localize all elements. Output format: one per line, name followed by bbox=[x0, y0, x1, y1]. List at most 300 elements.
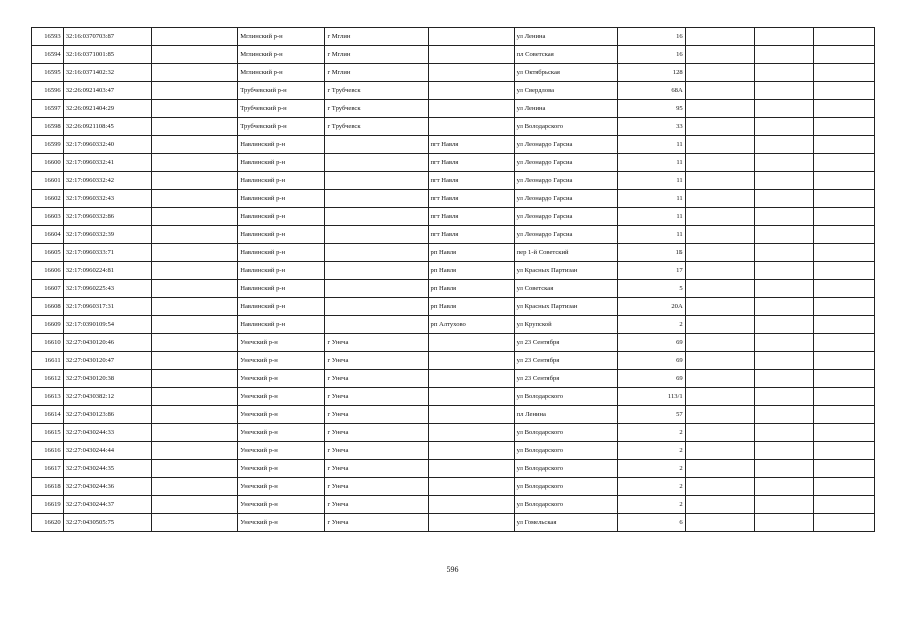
table-row bbox=[32, 226, 875, 244]
cell-empty bbox=[813, 244, 874, 262]
cell-empty bbox=[685, 442, 754, 460]
cell-empty bbox=[754, 460, 813, 478]
cell-street: ул Леонардо Гарсиа bbox=[514, 172, 617, 190]
table-row bbox=[32, 46, 875, 64]
cell-street: пер 1-й Советский bbox=[514, 244, 617, 262]
cell-row-number: 16610 bbox=[32, 334, 64, 352]
cell-empty bbox=[152, 154, 238, 172]
cell-cadastral-number: 32:27:0430120:38 bbox=[63, 370, 151, 388]
cell-cadastral-number: 32:27:0430120:46 bbox=[63, 334, 151, 352]
cell-cadastral-number: 32:26:0921404:29 bbox=[63, 100, 151, 118]
cell-empty bbox=[754, 190, 813, 208]
cell-house: 11 bbox=[617, 190, 685, 208]
cell-empty bbox=[813, 118, 874, 136]
cell-cadastral-number: 32:17:0390109:54 bbox=[63, 316, 151, 334]
cell-cadastral-number: 32:27:0430244:44 bbox=[63, 442, 151, 460]
cell-row-number: 16598 bbox=[32, 118, 64, 136]
cell-empty bbox=[152, 28, 238, 46]
cell-empty bbox=[813, 514, 874, 532]
cell-settlement: пгт Навля bbox=[428, 154, 514, 172]
cell-empty bbox=[754, 208, 813, 226]
cell-empty bbox=[754, 64, 813, 82]
cell-row-number: 16618 bbox=[32, 478, 64, 496]
cell-street: ул Володарского bbox=[514, 388, 617, 406]
cell-row-number: 16595 bbox=[32, 64, 64, 82]
cell-district: Навлинский р-н bbox=[238, 316, 325, 334]
cell-empty bbox=[813, 298, 874, 316]
cell-house: 68А bbox=[617, 82, 685, 100]
cell-empty bbox=[685, 82, 754, 100]
cell-empty bbox=[754, 244, 813, 262]
cell-empty bbox=[813, 46, 874, 64]
cell-empty bbox=[152, 100, 238, 118]
cell-cadastral-number: 32:17:0960332:40 bbox=[63, 136, 151, 154]
cell-street: ул 23 Сентября bbox=[514, 352, 617, 370]
table-row bbox=[32, 64, 875, 82]
cell-row-number: 16620 bbox=[32, 514, 64, 532]
cell-city bbox=[325, 280, 428, 298]
cell-street: ул Володарского bbox=[514, 442, 617, 460]
cell-cadastral-number: 32:17:0960224:81 bbox=[63, 262, 151, 280]
cell-street: ул Володарского bbox=[514, 478, 617, 496]
cell-row-number: 16605 bbox=[32, 244, 64, 262]
cell-cadastral-number: 32:16:0370703:87 bbox=[63, 28, 151, 46]
cell-street: пл Ленина bbox=[514, 406, 617, 424]
cell-city: г Унеча bbox=[325, 496, 428, 514]
registry-table bbox=[31, 27, 875, 532]
cell-empty bbox=[685, 28, 754, 46]
cell-empty bbox=[685, 244, 754, 262]
cell-district: Унечский р-н bbox=[238, 334, 325, 352]
cell-empty bbox=[754, 370, 813, 388]
cell-street: ул Леонардо Гарсиа bbox=[514, 136, 617, 154]
table-row bbox=[32, 208, 875, 226]
cell-empty bbox=[813, 262, 874, 280]
cell-empty bbox=[813, 370, 874, 388]
cell-city bbox=[325, 190, 428, 208]
cell-empty bbox=[685, 208, 754, 226]
cell-settlement bbox=[428, 496, 514, 514]
cell-empty bbox=[152, 406, 238, 424]
cell-empty bbox=[754, 136, 813, 154]
cell-settlement: рп Навля bbox=[428, 280, 514, 298]
cell-district: Навлинский р-н bbox=[238, 136, 325, 154]
cell-settlement bbox=[428, 64, 514, 82]
cell-cadastral-number: 32:26:0921108:45 bbox=[63, 118, 151, 136]
cell-empty bbox=[152, 460, 238, 478]
cell-cadastral-number: 32:17:0960332:86 bbox=[63, 208, 151, 226]
table-row bbox=[32, 352, 875, 370]
cell-empty bbox=[685, 280, 754, 298]
cell-empty bbox=[152, 244, 238, 262]
table-row bbox=[32, 262, 875, 280]
table-row bbox=[32, 190, 875, 208]
cell-settlement bbox=[428, 46, 514, 64]
cell-street: ул Володарского bbox=[514, 496, 617, 514]
cell-empty bbox=[685, 100, 754, 118]
cell-cadastral-number: 32:27:0430120:47 bbox=[63, 352, 151, 370]
cell-empty bbox=[685, 136, 754, 154]
cell-city: г Унеча bbox=[325, 406, 428, 424]
cell-house: 95 bbox=[617, 100, 685, 118]
cell-cadastral-number: 32:26:0921403:47 bbox=[63, 82, 151, 100]
cell-empty bbox=[685, 424, 754, 442]
cell-row-number: 16603 bbox=[32, 208, 64, 226]
table-row bbox=[32, 100, 875, 118]
cell-district: Трубчевский р-н bbox=[238, 118, 325, 136]
cell-empty bbox=[813, 190, 874, 208]
cell-city: г Унеча bbox=[325, 460, 428, 478]
cell-settlement: пгт Навля bbox=[428, 190, 514, 208]
cell-empty bbox=[754, 226, 813, 244]
cell-empty bbox=[152, 172, 238, 190]
cell-empty bbox=[685, 298, 754, 316]
cell-district: Навлинский р-н bbox=[238, 172, 325, 190]
cell-cadastral-number: 32:27:0430244:33 bbox=[63, 424, 151, 442]
cell-empty bbox=[754, 172, 813, 190]
cell-street: ул Володарского bbox=[514, 424, 617, 442]
table-row bbox=[32, 496, 875, 514]
cell-empty bbox=[813, 352, 874, 370]
cell-empty bbox=[152, 514, 238, 532]
cell-city: г Мглин bbox=[325, 46, 428, 64]
cell-settlement bbox=[428, 82, 514, 100]
cell-settlement bbox=[428, 424, 514, 442]
table-row bbox=[32, 388, 875, 406]
cell-street: ул Леонардо Гарсиа bbox=[514, 190, 617, 208]
cell-empty bbox=[813, 100, 874, 118]
cell-house: 2 bbox=[617, 316, 685, 334]
cell-city: г Трубчевск bbox=[325, 100, 428, 118]
cell-empty bbox=[685, 172, 754, 190]
cell-district: Трубчевский р-н bbox=[238, 82, 325, 100]
cell-district: Унечский р-н bbox=[238, 442, 325, 460]
table-row bbox=[32, 118, 875, 136]
cell-empty bbox=[152, 64, 238, 82]
cell-city: г Трубчевск bbox=[325, 118, 428, 136]
cell-district: Унечский р-н bbox=[238, 388, 325, 406]
cell-house: 6 bbox=[617, 514, 685, 532]
cell-city bbox=[325, 316, 428, 334]
cell-settlement: пгт Навля bbox=[428, 172, 514, 190]
cell-empty bbox=[152, 352, 238, 370]
cell-empty bbox=[152, 226, 238, 244]
cell-cadastral-number: 32:16:0371402:32 bbox=[63, 64, 151, 82]
cell-city: г Унеча bbox=[325, 352, 428, 370]
cell-settlement: рп Навля bbox=[428, 298, 514, 316]
cell-city bbox=[325, 226, 428, 244]
cell-settlement bbox=[428, 100, 514, 118]
cell-empty bbox=[152, 442, 238, 460]
cell-empty bbox=[813, 424, 874, 442]
cell-house: 11 bbox=[617, 136, 685, 154]
cell-district: Трубчевский р-н bbox=[238, 100, 325, 118]
cell-row-number: 16607 bbox=[32, 280, 64, 298]
cell-empty bbox=[152, 316, 238, 334]
cell-empty bbox=[685, 334, 754, 352]
cell-settlement bbox=[428, 28, 514, 46]
cell-cadastral-number: 32:27:0430244:37 bbox=[63, 496, 151, 514]
cell-street: ул Октябрьская bbox=[514, 64, 617, 82]
table-row bbox=[32, 244, 875, 262]
cell-city bbox=[325, 136, 428, 154]
cell-empty bbox=[754, 298, 813, 316]
cell-city: г Унеча bbox=[325, 442, 428, 460]
cell-house: 11 bbox=[617, 154, 685, 172]
cell-empty bbox=[152, 262, 238, 280]
cell-cadastral-number: 32:16:0371001:85 bbox=[63, 46, 151, 64]
cell-empty bbox=[813, 496, 874, 514]
cell-district: Унечский р-н bbox=[238, 370, 325, 388]
cell-row-number: 16608 bbox=[32, 298, 64, 316]
cell-city: г Унеча bbox=[325, 424, 428, 442]
table-row bbox=[32, 154, 875, 172]
cell-empty bbox=[754, 154, 813, 172]
cell-row-number: 16619 bbox=[32, 496, 64, 514]
cell-district: Мглинский р-н bbox=[238, 46, 325, 64]
cell-house: 113/1 bbox=[617, 388, 685, 406]
cell-district: Навлинский р-н bbox=[238, 190, 325, 208]
cell-district: Мглинский р-н bbox=[238, 64, 325, 82]
cell-district: Унечский р-н bbox=[238, 514, 325, 532]
cell-empty bbox=[685, 496, 754, 514]
cell-house: 16 bbox=[617, 46, 685, 64]
cell-empty bbox=[685, 460, 754, 478]
cell-empty bbox=[813, 64, 874, 82]
cell-street: ул 23 Сентября bbox=[514, 334, 617, 352]
table-row bbox=[32, 136, 875, 154]
cell-empty bbox=[754, 28, 813, 46]
cell-street: ул Ленина bbox=[514, 28, 617, 46]
cell-empty bbox=[685, 118, 754, 136]
cell-settlement: рп Навля bbox=[428, 244, 514, 262]
table-row bbox=[32, 172, 875, 190]
cell-row-number: 16604 bbox=[32, 226, 64, 244]
cell-city bbox=[325, 262, 428, 280]
cell-house: 57 bbox=[617, 406, 685, 424]
cell-district: Навлинский р-н bbox=[238, 298, 325, 316]
table-row bbox=[32, 460, 875, 478]
cell-house: 69 bbox=[617, 370, 685, 388]
cell-empty bbox=[813, 478, 874, 496]
cell-city: г Унеча bbox=[325, 514, 428, 532]
cell-row-number: 16612 bbox=[32, 370, 64, 388]
cell-empty bbox=[152, 118, 238, 136]
cell-row-number: 16599 bbox=[32, 136, 64, 154]
cell-district: Навлинский р-н bbox=[238, 226, 325, 244]
cell-house: 11 bbox=[617, 172, 685, 190]
cell-empty bbox=[152, 46, 238, 64]
cell-settlement bbox=[428, 514, 514, 532]
cell-street: ул Гомельская bbox=[514, 514, 617, 532]
cell-empty bbox=[754, 118, 813, 136]
cell-empty bbox=[685, 46, 754, 64]
cell-settlement bbox=[428, 334, 514, 352]
cell-district: Унечский р-н bbox=[238, 406, 325, 424]
cell-settlement bbox=[428, 460, 514, 478]
cell-empty bbox=[685, 352, 754, 370]
cell-empty bbox=[754, 316, 813, 334]
cell-district: Унечский р-н bbox=[238, 424, 325, 442]
cell-street: ул Володарского bbox=[514, 460, 617, 478]
cell-empty bbox=[813, 388, 874, 406]
cell-settlement bbox=[428, 406, 514, 424]
cell-house: 2 bbox=[617, 442, 685, 460]
cell-empty bbox=[813, 442, 874, 460]
cell-empty bbox=[754, 352, 813, 370]
cell-settlement bbox=[428, 370, 514, 388]
cell-empty bbox=[685, 478, 754, 496]
cell-empty bbox=[152, 208, 238, 226]
cell-empty bbox=[754, 406, 813, 424]
cell-house: 1Б bbox=[617, 244, 685, 262]
cell-district: Навлинский р-н bbox=[238, 208, 325, 226]
cell-street: ул Володарского bbox=[514, 118, 617, 136]
table-row bbox=[32, 478, 875, 496]
cell-cadastral-number: 32:27:0430123:86 bbox=[63, 406, 151, 424]
cell-street: ул Крупской bbox=[514, 316, 617, 334]
cell-cadastral-number: 32:17:0960332:43 bbox=[63, 190, 151, 208]
cell-cadastral-number: 32:17:0960225:43 bbox=[63, 280, 151, 298]
cell-empty bbox=[152, 478, 238, 496]
cell-city bbox=[325, 298, 428, 316]
cell-empty bbox=[685, 388, 754, 406]
cell-cadastral-number: 32:27:0430244:36 bbox=[63, 478, 151, 496]
cell-house: 33 bbox=[617, 118, 685, 136]
cell-row-number: 16600 bbox=[32, 154, 64, 172]
cell-city: г Унеча bbox=[325, 370, 428, 388]
cell-row-number: 16615 bbox=[32, 424, 64, 442]
table-row bbox=[32, 442, 875, 460]
cell-house: 11 bbox=[617, 208, 685, 226]
cell-empty bbox=[813, 82, 874, 100]
cell-district: Навлинский р-н bbox=[238, 244, 325, 262]
cell-settlement bbox=[428, 388, 514, 406]
cell-empty bbox=[813, 136, 874, 154]
table-row bbox=[32, 514, 875, 532]
cell-empty bbox=[152, 190, 238, 208]
cell-row-number: 16594 bbox=[32, 46, 64, 64]
cell-row-number: 16597 bbox=[32, 100, 64, 118]
cell-empty bbox=[813, 280, 874, 298]
cell-row-number: 16596 bbox=[32, 82, 64, 100]
cell-house: 2 bbox=[617, 478, 685, 496]
cell-row-number: 16617 bbox=[32, 460, 64, 478]
cell-empty bbox=[152, 334, 238, 352]
cell-settlement: пгт Навля bbox=[428, 226, 514, 244]
cell-row-number: 16601 bbox=[32, 172, 64, 190]
cell-house: 20А bbox=[617, 298, 685, 316]
cell-empty bbox=[152, 370, 238, 388]
cell-empty bbox=[754, 334, 813, 352]
cell-empty bbox=[754, 442, 813, 460]
cell-house: 69 bbox=[617, 334, 685, 352]
cell-empty bbox=[685, 226, 754, 244]
table-row bbox=[32, 298, 875, 316]
cell-settlement: рп Алтухово bbox=[428, 316, 514, 334]
table-row bbox=[32, 280, 875, 298]
cell-street: ул 23 Сентября bbox=[514, 370, 617, 388]
cell-empty bbox=[813, 154, 874, 172]
cell-empty bbox=[685, 370, 754, 388]
cell-cadastral-number: 32:17:0960333:71 bbox=[63, 244, 151, 262]
cell-settlement bbox=[428, 352, 514, 370]
cell-empty bbox=[813, 316, 874, 334]
cell-street: ул Красных Партизан bbox=[514, 298, 617, 316]
cell-empty bbox=[813, 226, 874, 244]
cell-house: 16 bbox=[617, 28, 685, 46]
cell-district: Унечский р-н bbox=[238, 352, 325, 370]
cell-house: 2 bbox=[617, 424, 685, 442]
cell-empty bbox=[152, 424, 238, 442]
cell-row-number: 16606 bbox=[32, 262, 64, 280]
cell-house: 2 bbox=[617, 496, 685, 514]
cell-empty bbox=[813, 460, 874, 478]
table-row bbox=[32, 28, 875, 46]
cell-house: 128 bbox=[617, 64, 685, 82]
cell-empty bbox=[754, 496, 813, 514]
cell-row-number: 16614 bbox=[32, 406, 64, 424]
cell-empty bbox=[754, 388, 813, 406]
table-row bbox=[32, 82, 875, 100]
table-row bbox=[32, 406, 875, 424]
cell-street: ул Свердлова bbox=[514, 82, 617, 100]
cell-empty bbox=[813, 334, 874, 352]
page-number: 596 bbox=[446, 565, 459, 574]
cell-cadastral-number: 32:27:0430244:35 bbox=[63, 460, 151, 478]
cell-district: Унечский р-н bbox=[238, 460, 325, 478]
cell-empty bbox=[685, 316, 754, 334]
table-row bbox=[32, 370, 875, 388]
cell-empty bbox=[685, 262, 754, 280]
cell-street: ул Советская bbox=[514, 280, 617, 298]
cell-row-number: 16611 bbox=[32, 352, 64, 370]
cell-cadastral-number: 32:17:0960332:41 bbox=[63, 154, 151, 172]
cell-cadastral-number: 32:17:0960317:31 bbox=[63, 298, 151, 316]
cell-city: г Трубчевск bbox=[325, 82, 428, 100]
cell-street: ул Леонардо Гарсиа bbox=[514, 208, 617, 226]
cell-empty bbox=[152, 496, 238, 514]
cell-row-number: 16593 bbox=[32, 28, 64, 46]
table-row bbox=[32, 424, 875, 442]
cell-city bbox=[325, 172, 428, 190]
cell-district: Унечский р-н bbox=[238, 496, 325, 514]
cell-empty bbox=[754, 100, 813, 118]
cell-settlement: пгт Навля bbox=[428, 208, 514, 226]
cell-street: ул Ленина bbox=[514, 100, 617, 118]
cell-street: ул Леонардо Гарсиа bbox=[514, 154, 617, 172]
cell-city bbox=[325, 244, 428, 262]
cell-street: пл Советская bbox=[514, 46, 617, 64]
cell-empty bbox=[813, 208, 874, 226]
cell-city: г Мглин bbox=[325, 64, 428, 82]
cell-empty bbox=[685, 154, 754, 172]
cell-city: г Мглин bbox=[325, 28, 428, 46]
cell-empty bbox=[813, 406, 874, 424]
cell-house: 2 bbox=[617, 460, 685, 478]
cell-row-number: 16602 bbox=[32, 190, 64, 208]
cell-empty bbox=[813, 28, 874, 46]
cell-city bbox=[325, 208, 428, 226]
cell-empty bbox=[685, 514, 754, 532]
cell-row-number: 16613 bbox=[32, 388, 64, 406]
cell-settlement: пгт Навля bbox=[428, 136, 514, 154]
cell-cadastral-number: 32:27:0430382:12 bbox=[63, 388, 151, 406]
cell-empty bbox=[754, 514, 813, 532]
cell-house: 69 bbox=[617, 352, 685, 370]
cell-street: ул Леонардо Гарсиа bbox=[514, 226, 617, 244]
cell-empty bbox=[152, 280, 238, 298]
